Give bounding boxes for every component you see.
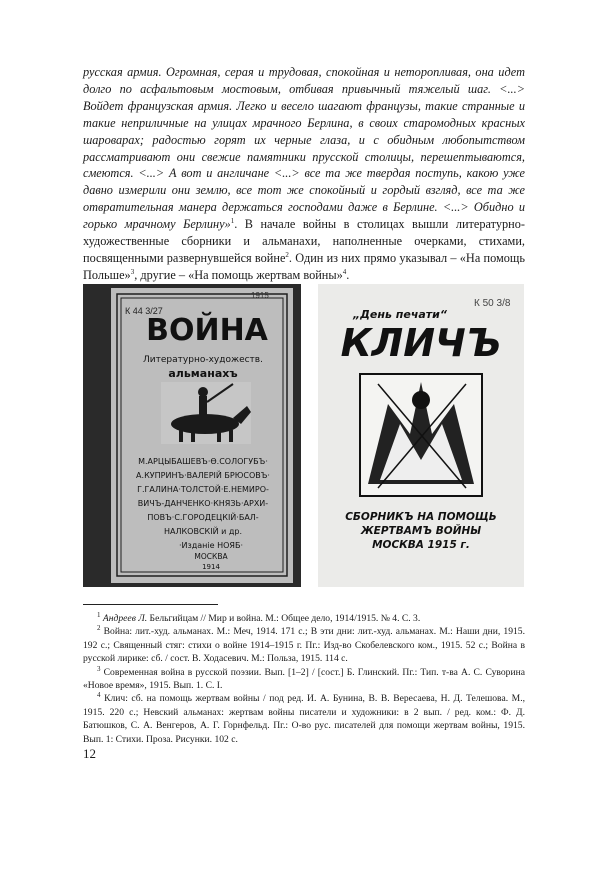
cover-left-author-line: А.КУПРИНЪ·ВАЛЕРІЙ БРЮСОВЪ· <box>136 471 270 480</box>
footnote-number: 4 <box>97 691 101 700</box>
text-run: . Один из них прямо указывал – «На помощь Польше» <box>83 250 525 282</box>
footnote-number: 1 <box>97 610 101 619</box>
page-number: 12 <box>83 746 96 761</box>
cover-left-title: ВОЙНА <box>146 313 268 348</box>
cover-left-date: 1914 <box>202 563 220 571</box>
footnote <box>83 612 525 625</box>
cover-left-publisher: ·Изданіе НОЯБ· <box>178 541 244 550</box>
footnote-separator <box>83 604 218 605</box>
cover-left-author-line: Г.ГАЛИНА·ТОЛСТОЙ·Е.НЕМИРО- <box>137 485 269 494</box>
cover-left-subtitle2: альманахъ <box>168 367 238 380</box>
text-run: , другие – «На помощь жертвам войны» <box>134 267 343 282</box>
footnotes <box>83 612 525 746</box>
cover-left-author-line: ПОВЪ·С.ГОРОДЕЦКІЙ·БАЛ- <box>147 513 259 522</box>
cover-left-year-stamp: 1915 <box>251 291 269 300</box>
footnote-number: 2 <box>97 624 101 633</box>
cover-right-caption-line: МОСКВА 1915 г. <box>372 539 470 551</box>
footnote-ref-3: 3 <box>130 267 135 276</box>
cover-left-shelf-mark: К 44 3/27 <box>125 306 163 316</box>
footnote <box>83 666 525 693</box>
cover-right-top-line: „День печати“ <box>353 308 447 321</box>
text-run: . <box>346 267 350 282</box>
text-run: . В начале войны в столицах вышли литературно-художественные сборники и альманахи, наполненные очерками, стихами, посвященными развернувшейся войне <box>83 217 525 265</box>
main-text <box>83 64 525 284</box>
main-paragraph <box>83 64 525 284</box>
cover-right-caption-line: ЖЕРТВАМЪ ВОЙНЫ <box>360 525 482 537</box>
cover-right-shelf-mark: К 50 3/8 <box>474 298 511 309</box>
quotation: русская армия. Огромная, серая и трудовая, спокойная и неторопливая, она идет долго по асфальтовым мостовым, отбивая привычный тяжелый шаг. <...> Войдет французская армия. Легко и весело шагают французы, такие странные и такие неприличные на улицах мрачного Берлина, в своих старомодных красных шароварах; радостью горят их черные глаза, и с обидным любопытством рассматривают они свежие памятники прусской столицы, перешептываются, смеются. <...> А вот и англичане <...> все та же твердая поступь, какою уже давно измерили они землю, все тот же спокойный и гордый взгляд, все та же отвратительная манера держаться господами даже в Берлине. <...> Обидно и горько мрачному Берлину» <box>83 65 525 232</box>
cover-voina-image <box>83 284 301 587</box>
footnote-ref-1: 1 <box>230 217 235 226</box>
footnote-text: Современная война в русской поэзии. Вып. [1–2] / [сост.] Б. Глинский. Пг.: Тип. т-ва А. С. Суворина «Новое время», 1915. Вып. 1. С. I. <box>83 666 525 692</box>
footnote-ref-4: 4 <box>342 267 347 276</box>
footnote-author: Андреев Л. <box>102 613 148 624</box>
footnote <box>83 692 525 746</box>
cover-klich-image <box>318 284 524 587</box>
cover-left-author-line: ВИЧЪ-ДАНЧЕНКО·КНЯЗЬ·АРХИ- <box>137 499 269 508</box>
cover-left-author-line: М.АРЦЫБАШЕВЪ·Ө.СОЛОГУБЪ· <box>138 457 268 466</box>
footnote-text: Клич: сб. на помощь жертвам войны / под ред. И. А. Бунина, В. В. Вересаева, Н. Д. Телешова. М., 1915. 220 с.; Невский альманах: жертвам войны писатели и художники: в 2 вып. / ред. ком.: Ф. Д. Батюшков, С. А. Венгеров, А. Г. Горнфельд. Пг.: О-во рус. писателей для помощи жертвам войны, 1915. Вып. 1: Стихи. Проза. Рисунки. 102 с. <box>83 693 525 745</box>
cover-left-city: МОСКВА <box>194 552 228 561</box>
horseman-illustration <box>161 382 251 444</box>
footnote-text: Бельгийцам // Мир и война. М.: Общее дело, 1914/1915. № 4. С. 3. <box>147 613 421 624</box>
footnote-text: Война: лит.-худ. альманах. М.: Меч, 1914. 171 с.; В эти дни: лит.-худ. альманах. М.: Наши дни, 1915. 192 с.; Священный стяг: стихи о войне 1914–1915 г. Пг.: Изд-во Скобелевского ком., 1915. 52 с.; Война в русской лирике: сб. / сост. В. Ходасевич. М.: Польза, 1915. 114 с. <box>83 626 525 665</box>
footnote-number: 3 <box>97 664 101 673</box>
cover-right-title: КЛИЧЪ <box>340 321 502 365</box>
cover-left-author-line: НАЛКОВСКІЙ и др. <box>163 527 243 536</box>
cover-left-subtitle: Литературно-художеств. <box>143 355 263 365</box>
footnote-ref-2: 2 <box>285 250 289 259</box>
allegorical-illustration <box>360 374 482 496</box>
footnote <box>83 625 525 665</box>
cover-right-caption-line: СБОРНИКЪ НА ПОМОЩЬ <box>345 511 497 523</box>
